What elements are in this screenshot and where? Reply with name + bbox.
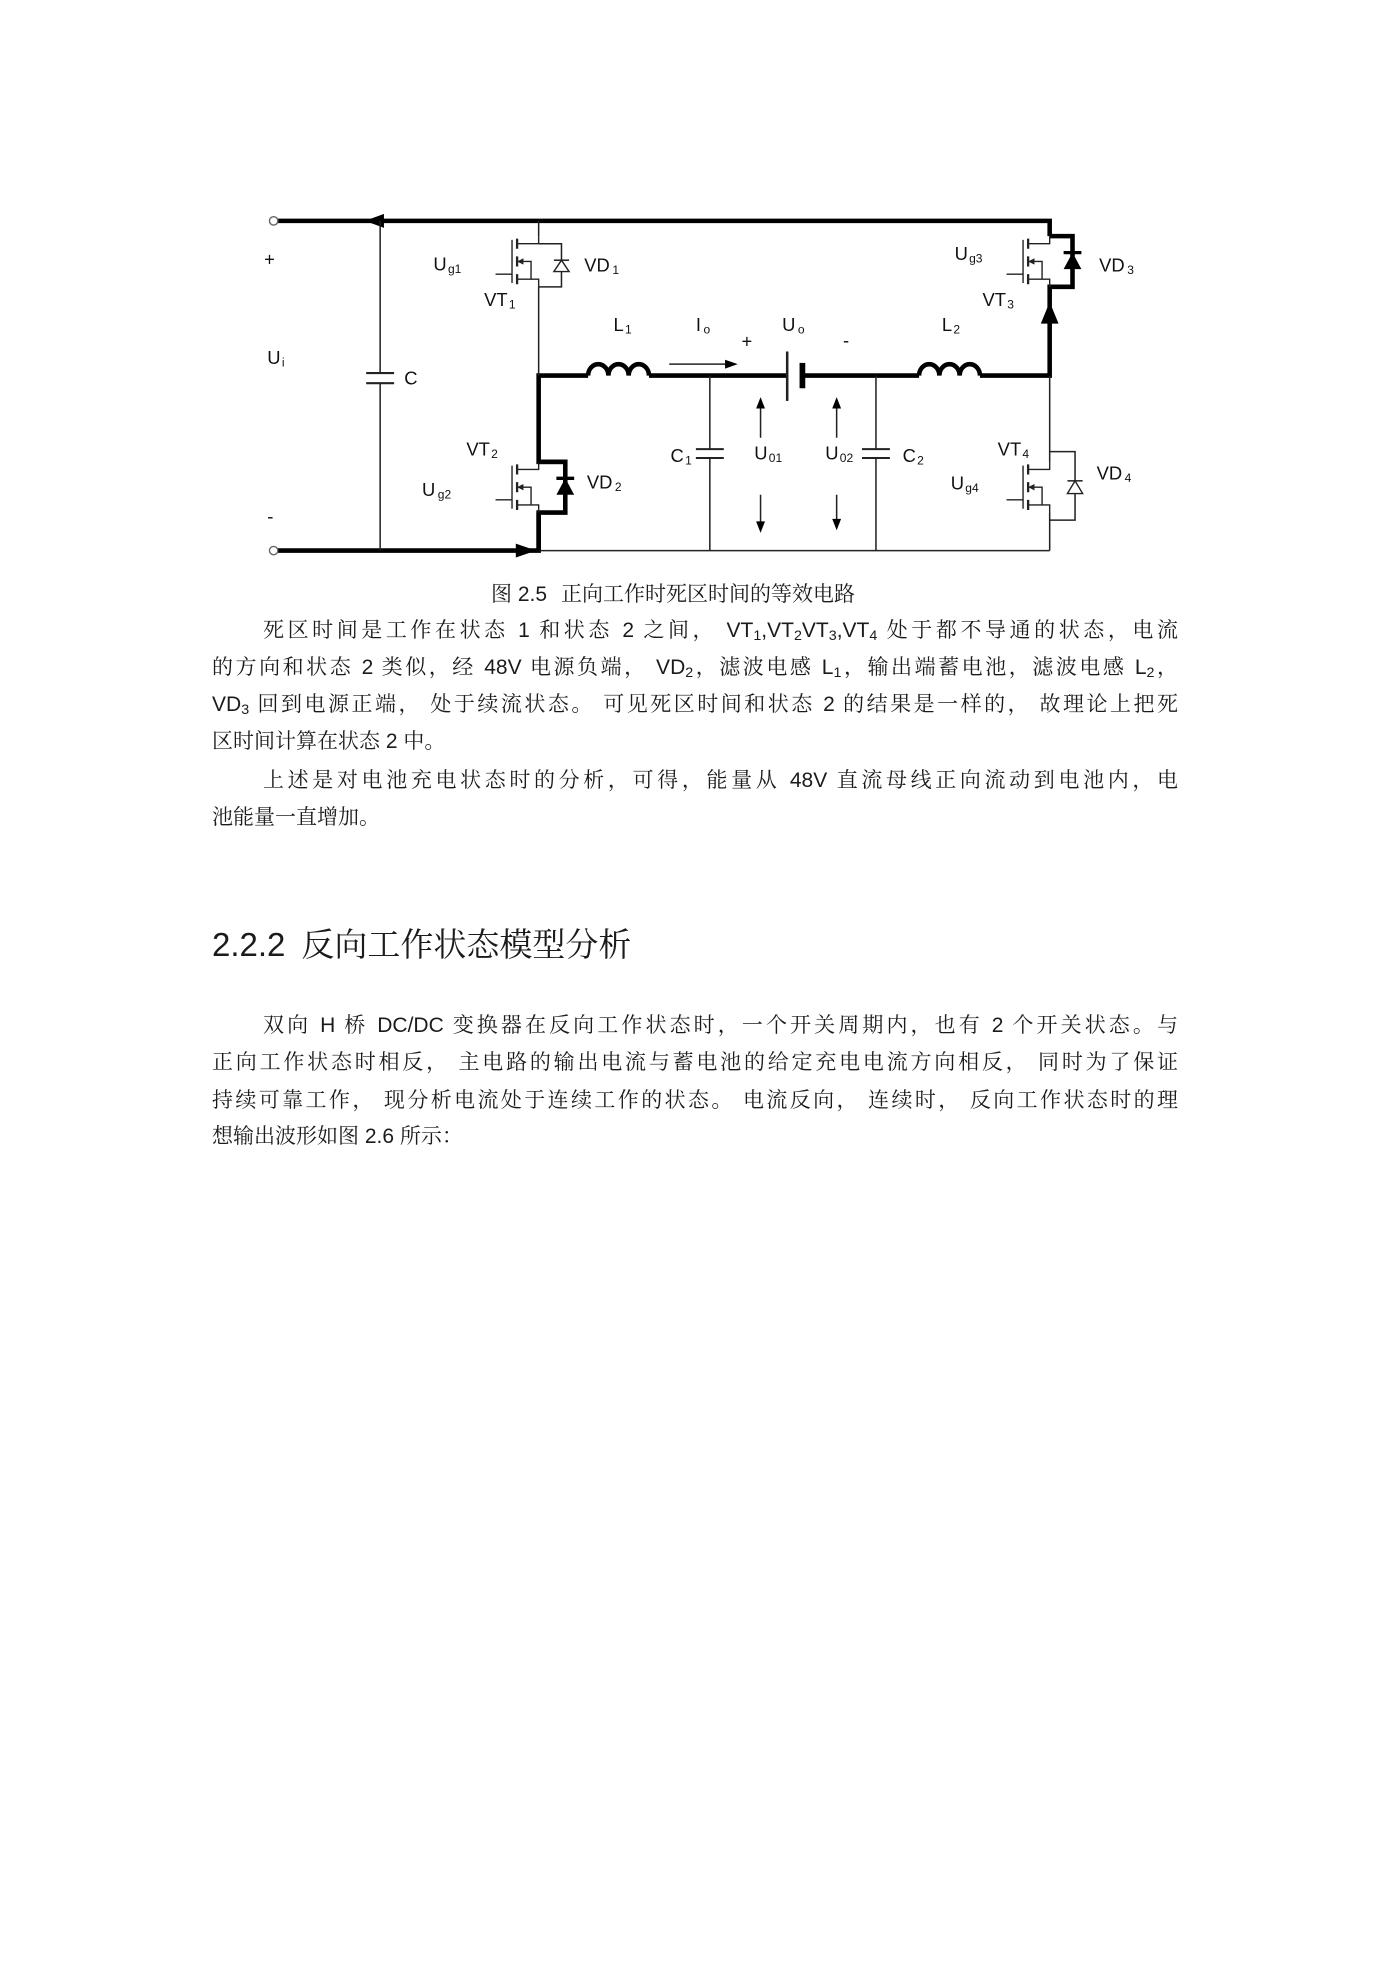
- label-vt1: [484, 289, 516, 312]
- label-main: L: [941, 314, 953, 336]
- vt4-mosfet: [1007, 462, 1050, 513]
- label-main: U: [267, 347, 281, 369]
- paragraph-3-line-4: 想输出波形如图 2.6 所示：: [212, 1125, 463, 1148]
- right-leg-current-arrow: [1041, 302, 1059, 324]
- label-c2: [903, 445, 925, 468]
- subscript: 1: [833, 665, 842, 682]
- equivalent-circuit-diagram: [247, 203, 1160, 571]
- label-vd3: [1099, 255, 1134, 278]
- label-l1: [613, 314, 632, 337]
- paragraph-3-line-2: 正向工作状态时相反， 主电路的输出电流与蓄电池的给定充电电流方向相反， 同时为了保证: [212, 1051, 1178, 1074]
- label-ug4: [951, 473, 979, 496]
- label-u01: [754, 442, 782, 465]
- paragraph-2-line-2: 池能量一直增加。: [212, 806, 380, 829]
- inductor-l2: [919, 364, 980, 375]
- bottom-rail-current-arrow: [516, 544, 536, 558]
- label-c1: [671, 445, 693, 468]
- vt1-mosfet: [496, 236, 539, 287]
- label-main: U: [825, 442, 839, 464]
- vd1-diode: [539, 244, 569, 287]
- paragraph-text: ，输出端蓄电池，滤波电感 L: [841, 656, 1147, 679]
- paragraph-text: 的方向和状态 2 类似，经 48V 电源负端， VD: [212, 656, 686, 679]
- label-subscript: g4: [965, 481, 979, 496]
- label-ug1: [433, 253, 461, 276]
- label-u02: [825, 442, 853, 465]
- figure-title: 正向工作时死区时间的等效电路: [561, 583, 856, 606]
- label-subscript: i: [281, 355, 285, 370]
- label-main: VD: [584, 254, 610, 276]
- section-heading: [212, 923, 631, 967]
- label-main: VT: [982, 288, 1006, 310]
- paragraph-text: 处于都不导通的状态，电流: [877, 619, 1178, 642]
- paragraph-2-line-1: 上述是对电池充电状态时的分析，可得，能量从 48V 直流母线正向流动到电池内，电: [263, 769, 1178, 792]
- subscript: 2: [793, 628, 802, 645]
- label-subscript: 2: [953, 322, 961, 337]
- label-subscript: 2: [614, 479, 622, 494]
- paragraph-3-line-3: 持续可靠工作， 现分析电流处于连续工作的状态。 电流反向， 连续时， 反向工作状态时的理: [212, 1089, 1178, 1112]
- label-subscript: 1: [685, 453, 692, 468]
- label-main: C: [670, 444, 684, 466]
- paragraph-3-line-1: 双向 H 桥 DC/DC 变换器在反向工作状态时，一个开关周期内，也有 2 个开关状态。与: [263, 1014, 1178, 1037]
- label-uo-plus: +: [741, 330, 753, 352]
- label-main: I: [695, 314, 702, 336]
- subscript: 1: [753, 628, 762, 645]
- label-io: [696, 314, 711, 337]
- label-main: U: [421, 479, 436, 501]
- label-main: VT: [484, 288, 508, 310]
- vd2-diode: [556, 478, 574, 494]
- label-subscript: 3: [1127, 263, 1134, 278]
- label-subscript: 4: [1022, 447, 1030, 462]
- label-ug3: [955, 243, 983, 266]
- label-l2: [942, 314, 961, 337]
- label-main: VD: [586, 471, 613, 493]
- negative-input-terminal: [269, 546, 277, 554]
- top-rail-current-arrow: [365, 214, 384, 228]
- vd4-diode: [1050, 452, 1083, 520]
- label-main: U: [950, 472, 965, 494]
- vd2-current-path: [539, 462, 566, 551]
- label-subscript: 2: [491, 447, 498, 462]
- label-main: U: [782, 314, 796, 336]
- battery: [787, 351, 802, 400]
- label-vd2: [587, 471, 622, 494]
- paragraph-text: VT: [801, 619, 829, 642]
- figure-number: 图 2.5: [491, 583, 548, 606]
- label-subscript: 1: [508, 297, 516, 312]
- label-c: C: [404, 367, 418, 389]
- paragraph-text: ，滤波电感 L: [693, 656, 834, 679]
- section-number: 2.2.2: [212, 926, 286, 963]
- paragraph-text: 回到电源正端， 处于续流状态。 可见死区时间和状态 2 的结果是一样的， 故理论上把死: [249, 693, 1178, 716]
- paragraph-1-line-3: [212, 690, 1178, 720]
- subscript: 2: [685, 665, 694, 682]
- label-subscript: 02: [839, 450, 854, 465]
- label-main: VT: [466, 438, 490, 460]
- u01-voltage-arrows: [754, 397, 768, 533]
- label-main: VT: [997, 438, 1022, 460]
- label-ug2: [422, 479, 452, 502]
- label-subscript: 4: [1124, 471, 1132, 486]
- label-vd1: [584, 255, 619, 278]
- io-current-arrowhead: [725, 360, 738, 369]
- label-subscript: 2: [917, 453, 924, 468]
- paragraph-text: 死区时间是工作在状态 1 和状态 2 之间， VT: [263, 619, 754, 642]
- capacitor-c1: [696, 376, 724, 551]
- paragraph-text: ,VT: [836, 619, 870, 642]
- label-subscript: 1: [624, 322, 632, 337]
- label-main: C: [902, 444, 916, 466]
- section-title: 反向工作状态模型分析: [301, 926, 632, 963]
- paragraph-1-line-4: 区时间计算在状态 2 中。: [212, 730, 446, 753]
- label-subscript: 3: [1007, 297, 1014, 312]
- inductor-l1: [588, 364, 649, 375]
- label-main: U: [433, 253, 447, 275]
- label-uo: [782, 314, 805, 337]
- label-ui: [267, 347, 284, 370]
- label-main: VD: [1096, 462, 1123, 484]
- subscript: 3: [241, 702, 250, 719]
- label-subscript: g1: [447, 261, 462, 276]
- label-vd4: [1097, 463, 1132, 486]
- label-subscript: g3: [969, 251, 983, 266]
- vt3-mosfet: [1007, 236, 1050, 287]
- top-rail-current-path: [277, 221, 1049, 236]
- paragraph-text: ,VT: [761, 619, 794, 642]
- paragraph-text: ，: [1154, 656, 1178, 679]
- label-input-minus: -: [267, 505, 274, 527]
- label-subscript: 01: [768, 450, 783, 465]
- subscript: 2: [1146, 665, 1155, 682]
- label-main: VD: [1099, 254, 1125, 276]
- label-vt3: [982, 289, 1014, 312]
- vd3-diode: [1064, 253, 1082, 269]
- label-vt2: [466, 438, 498, 461]
- paragraph-text: VD: [212, 693, 242, 716]
- label-subscript: 1: [612, 263, 620, 278]
- label-subscript: g2: [437, 487, 452, 502]
- label-input-plus: +: [264, 248, 275, 270]
- label-uo-minus: -: [842, 329, 850, 351]
- figure-caption: [491, 580, 855, 610]
- paragraph-1-line-2: [212, 653, 1178, 683]
- label-subscript: o: [703, 322, 711, 337]
- capacitor-c2: [862, 376, 890, 551]
- subscript: 3: [828, 628, 837, 645]
- label-vt4: [998, 438, 1030, 461]
- vt2-mosfet: [496, 462, 539, 513]
- positive-input-terminal: [269, 217, 277, 225]
- label-main: U: [954, 243, 968, 265]
- label-main: L: [613, 314, 624, 336]
- label-subscript: o: [797, 322, 805, 337]
- paragraph-1-line-1: [212, 616, 1178, 646]
- input-capacitor-c: [366, 221, 394, 551]
- label-main: U: [754, 442, 768, 464]
- subscript: 4: [869, 628, 878, 645]
